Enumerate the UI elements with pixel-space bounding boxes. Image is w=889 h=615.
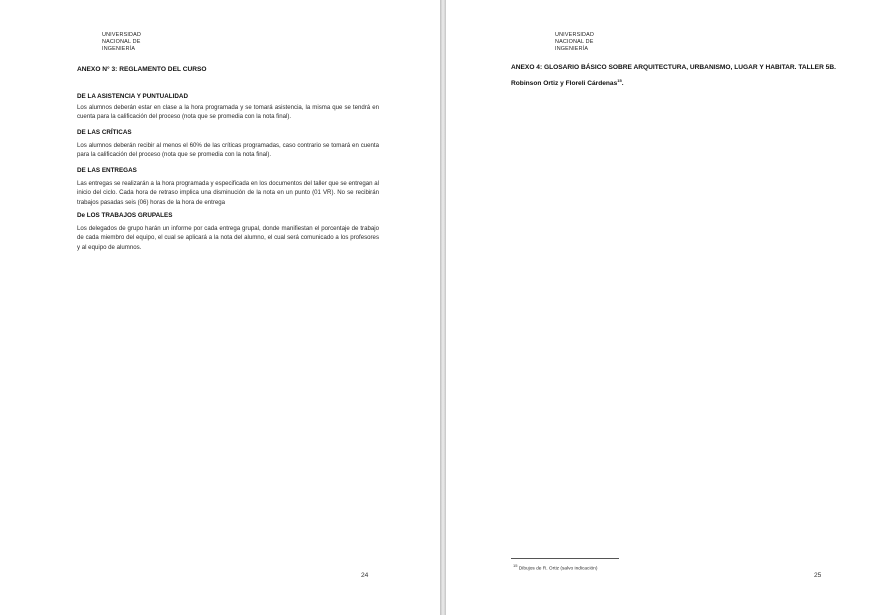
section-heading-critiques: DE LAS CRÍTICAS (77, 129, 132, 136)
left-page (0, 0, 440, 615)
footnote-separator (511, 558, 619, 559)
section-heading-deliveries: DE LAS ENTREGAS (77, 167, 137, 174)
section-heading-group-work: De LOS TRABAJOS GRUPALES (77, 212, 173, 219)
author-line (511, 78, 624, 87)
university-logo-text (102, 32, 141, 54)
page-number: 25 (814, 572, 822, 579)
logo-line: UNIVERSIDAD (555, 32, 595, 38)
logo-line: UNIVERSIDAD (102, 32, 142, 38)
university-logo-text (555, 32, 594, 54)
logo-line: NACIONAL DE (102, 39, 141, 46)
page-number: 24 (361, 572, 369, 579)
logo-line: INGENIERÍA (555, 46, 589, 53)
logo-line: INGENIERÍA (102, 46, 136, 53)
right-page (446, 0, 889, 615)
section-text-deliveries: Las entregas se realizarán a la hora programada y especificada en los documentos del taller que se entregan al inicio del ciclo. Cada hora de retraso implica una disminución de la nota en un punto (01 VR). No se recibirán trabajos pasadas seis (06) horas de la hora de entrega (77, 180, 379, 206)
logo-line: NACIONAL DE (555, 39, 594, 46)
section-text-critiques: Los alumnos deberán recibir al menos el 60% de las críticas programadas, caso contrario se tomará en cuenta para la calificación del proceso (nota que se promedia con la nota final). (77, 142, 379, 159)
author-period: . (621, 80, 624, 88)
author-names: Robinson Ortiz y Floreli Cárdenas (511, 80, 618, 88)
annex-4-title: ANEXO 4: GLOSARIO BÁSICO SOBRE ARQUITECTURA, URBANISMO, LUGAR Y HABITAR. TALLER 5B. (511, 64, 836, 71)
footnote-text: Dibujos de R. Ortiz (salvo indicación) (518, 566, 598, 572)
annex-3-title: ANEXO N° 3: REGLAMENTO DEL CURSO (77, 66, 207, 73)
section-heading-attendance: DE LA ASISTENCIA Y PUNTUALIDAD (77, 93, 189, 100)
section-text-attendance: Los alumnos deberán estar en clase a la hora programada y se tomará asistencia, la misma que se tendrá en cuenta para la calificación del proceso (nota que se promedia con la nota final). (77, 104, 379, 121)
section-text-group-work: Los delegados de grupo harán un informe por cada entrega grupal, donde manifiestan el porcentaje de trabajo de cada miembro del equipo, el cual se aplicará a la nota del alumno, el cual será comunicado a los profesores y al equipo de alumnos. (77, 225, 379, 251)
footnote (513, 563, 597, 572)
footnote-reference[interactable]: 15 (617, 78, 622, 83)
footnote-mark: 15 (513, 563, 518, 568)
